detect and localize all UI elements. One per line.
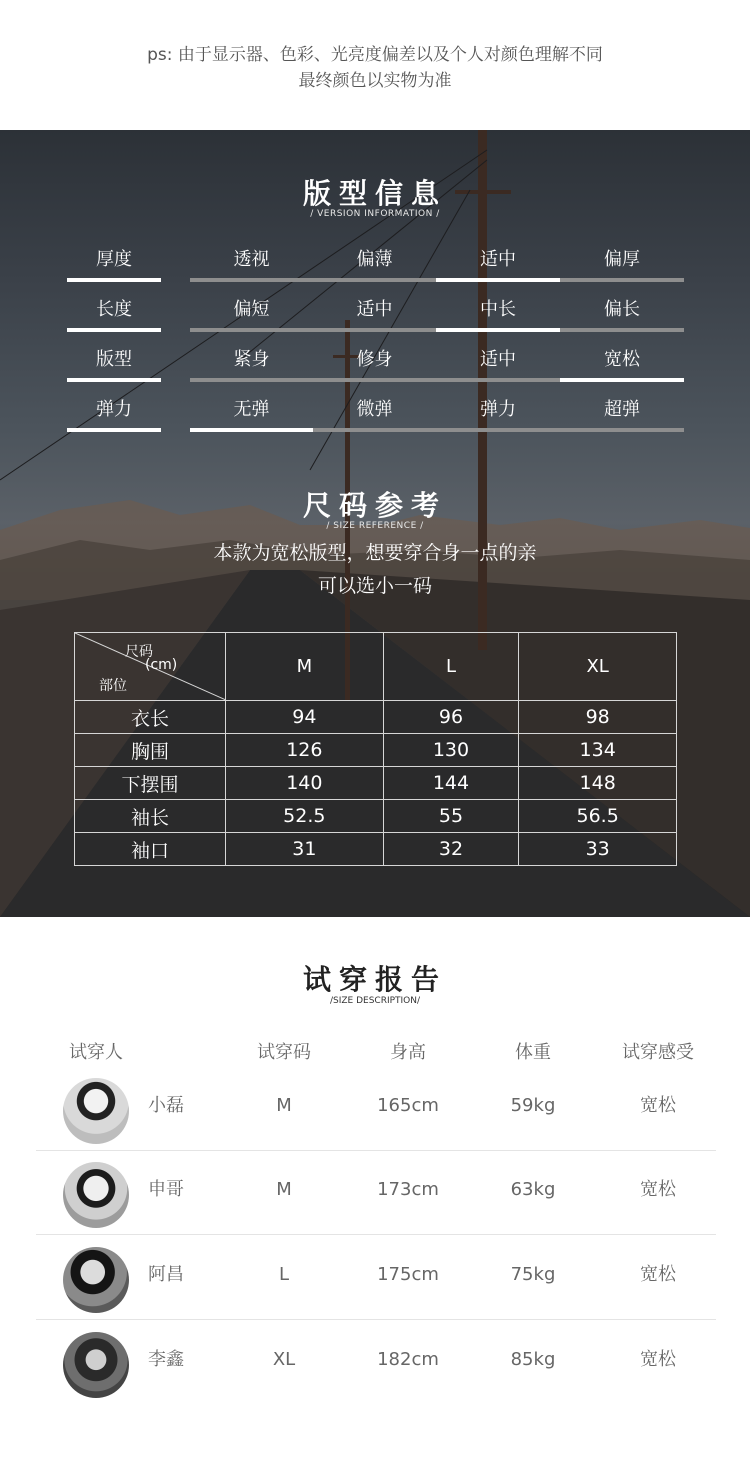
report-size-cell: XL bbox=[272, 1349, 296, 1370]
fit-option-bar bbox=[313, 278, 436, 282]
fit-row bbox=[0, 342, 750, 392]
fit-row-label: 长度 bbox=[96, 299, 132, 320]
fit-option: 微弹 bbox=[356, 399, 393, 420]
corner-part-label: 部位 bbox=[99, 678, 127, 694]
report-row bbox=[36, 1321, 716, 1405]
report-subtitle: /SIZE DESCRIPTION/ bbox=[329, 996, 421, 1006]
size-table-row bbox=[75, 734, 677, 767]
report-weight-cell: 75kg bbox=[510, 1264, 556, 1285]
fit-option: 适中 bbox=[480, 249, 516, 270]
report-header-tester: 试穿人 bbox=[69, 1042, 123, 1063]
fit-option: 偏短 bbox=[233, 299, 270, 320]
corner-size-label: 尺码 bbox=[125, 644, 153, 660]
report-size-cell: M bbox=[276, 1179, 292, 1200]
size-value-cell: 126 bbox=[226, 734, 384, 767]
corner-unit-label: (cm) bbox=[145, 657, 178, 673]
avatar bbox=[63, 1332, 129, 1398]
fit-option-selected-bar bbox=[560, 378, 684, 382]
report-feel-cell: 宽松 bbox=[640, 1095, 676, 1116]
size-header-l: L bbox=[383, 633, 519, 701]
size-subtitle: / SIZE REFERENCE / bbox=[326, 521, 424, 531]
fit-option-bar bbox=[190, 328, 313, 332]
fit-option-selected-bar bbox=[436, 278, 560, 282]
fit-option-bar bbox=[436, 378, 560, 382]
color-disclaimer bbox=[0, 42, 750, 94]
size-part-cell: 胸围 bbox=[75, 734, 226, 767]
fit-option: 无弹 bbox=[233, 399, 270, 420]
avatar bbox=[63, 1078, 129, 1144]
report-header-feel: 试穿感受 bbox=[622, 1042, 694, 1063]
report-feel-cell: 宽松 bbox=[640, 1264, 676, 1285]
size-part-cell: 袖口 bbox=[75, 833, 226, 866]
size-description-line-1: 本款为宽松版型，想要穿合身一点的亲 bbox=[213, 542, 537, 564]
fit-option-selected-bar bbox=[190, 428, 313, 432]
fit-option-bar bbox=[313, 328, 436, 332]
size-part-cell: 衣长 bbox=[75, 701, 226, 734]
version-title: 版型信息 bbox=[302, 177, 447, 210]
size-table-header bbox=[75, 633, 677, 701]
size-value-cell: 140 bbox=[226, 767, 384, 800]
fit-option: 偏薄 bbox=[356, 249, 393, 270]
report-feel-cell: 宽松 bbox=[640, 1349, 676, 1370]
report-weight-cell: 59kg bbox=[510, 1095, 556, 1116]
version-subtitle: / VERSION INFORMATION / bbox=[310, 209, 440, 219]
fit-option-bar bbox=[190, 278, 313, 282]
fit-option-bar bbox=[560, 278, 684, 282]
size-header-xl: XL bbox=[519, 633, 677, 701]
fit-option: 偏厚 bbox=[604, 249, 640, 270]
fit-label-underline bbox=[67, 328, 161, 332]
row-divider bbox=[36, 1234, 716, 1235]
size-value-cell: 94 bbox=[226, 701, 384, 734]
size-table-row bbox=[75, 800, 677, 833]
report-size-cell: M bbox=[276, 1095, 292, 1116]
report-header-height: 身高 bbox=[390, 1042, 426, 1063]
report-weight-cell: 85kg bbox=[510, 1349, 556, 1370]
size-title: 尺码参考 bbox=[302, 489, 447, 522]
report-name-cell: 阿昌 bbox=[148, 1264, 184, 1285]
size-value-cell: 134 bbox=[519, 734, 677, 767]
fit-option-bar bbox=[560, 328, 684, 332]
fit-row-label: 版型 bbox=[96, 349, 132, 370]
size-header-m: M bbox=[226, 633, 384, 701]
size-value-cell: 148 bbox=[519, 767, 677, 800]
size-value-cell: 98 bbox=[519, 701, 677, 734]
size-value-cell: 56.5 bbox=[519, 800, 677, 833]
disclaimer-line-1: ps: 由于显示器、色彩、光亮度偏差以及个人对颜色理解不同 bbox=[147, 45, 603, 65]
fit-option: 中长 bbox=[480, 299, 516, 320]
size-value-cell: 32 bbox=[383, 833, 519, 866]
size-table-row bbox=[75, 767, 677, 800]
fit-label-underline bbox=[67, 278, 161, 282]
report-name-cell: 小磊 bbox=[148, 1095, 184, 1116]
fit-option: 适中 bbox=[356, 299, 393, 320]
size-part-cell: 下摆围 bbox=[75, 767, 226, 800]
fit-option-bar bbox=[313, 428, 436, 432]
report-feel-cell: 宽松 bbox=[640, 1179, 676, 1200]
avatar bbox=[63, 1162, 129, 1228]
report-title: 试穿报告 bbox=[302, 963, 447, 996]
size-description-line-2: 可以选小一码 bbox=[317, 575, 432, 597]
report-weight-cell: 63kg bbox=[510, 1179, 556, 1200]
fit-row bbox=[0, 392, 750, 442]
size-value-cell: 31 bbox=[226, 833, 384, 866]
size-value-cell: 130 bbox=[383, 734, 519, 767]
avatar bbox=[63, 1247, 129, 1313]
report-row bbox=[36, 1067, 716, 1151]
fit-option: 超弹 bbox=[604, 399, 640, 420]
size-value-cell: 55 bbox=[383, 800, 519, 833]
fit-row bbox=[0, 292, 750, 342]
size-value-cell: 33 bbox=[519, 833, 677, 866]
report-row bbox=[36, 1236, 716, 1320]
report-header-weight: 体重 bbox=[515, 1042, 551, 1063]
report-height-cell: 173cm bbox=[377, 1179, 439, 1200]
size-value-cell: 96 bbox=[383, 701, 519, 734]
size-value-cell: 52.5 bbox=[226, 800, 384, 833]
report-name-cell: 申哥 bbox=[148, 1179, 184, 1200]
info-hero-panel bbox=[0, 130, 750, 917]
size-table-row bbox=[75, 701, 677, 734]
size-value-cell: 144 bbox=[383, 767, 519, 800]
report-name-cell: 李鑫 bbox=[148, 1349, 184, 1370]
fit-option-bar bbox=[436, 428, 560, 432]
size-table-row bbox=[75, 833, 677, 866]
report-height-cell: 175cm bbox=[377, 1264, 439, 1285]
fit-option: 透视 bbox=[233, 249, 270, 270]
size-part-cell: 袖长 bbox=[75, 800, 226, 833]
report-height-cell: 165cm bbox=[377, 1095, 439, 1116]
size-corner-cell bbox=[75, 633, 226, 701]
report-height-cell: 182cm bbox=[377, 1349, 439, 1370]
fit-option: 弹力 bbox=[480, 399, 516, 420]
fit-row-label: 厚度 bbox=[96, 249, 132, 270]
fit-label-underline bbox=[67, 378, 161, 382]
size-table bbox=[74, 632, 677, 866]
fit-option-bar bbox=[313, 378, 436, 382]
report-row bbox=[36, 1151, 716, 1235]
size-description bbox=[0, 537, 750, 603]
row-divider bbox=[36, 1319, 716, 1320]
fit-option: 修身 bbox=[356, 349, 393, 370]
fit-option: 紧身 bbox=[233, 349, 270, 370]
fit-option: 适中 bbox=[480, 349, 516, 370]
report-size-cell: L bbox=[278, 1264, 290, 1285]
disclaimer-line-2: 最终颜色以实物为准 bbox=[298, 71, 452, 91]
fit-row-label: 弹力 bbox=[96, 399, 132, 420]
fit-option-bar bbox=[190, 378, 313, 382]
fit-label-underline bbox=[67, 428, 161, 432]
fit-option-bar bbox=[560, 428, 684, 432]
fit-option: 宽松 bbox=[604, 349, 640, 370]
fit-option-selected-bar bbox=[436, 328, 560, 332]
report-header-size: 试穿码 bbox=[257, 1042, 311, 1063]
fit-option: 偏长 bbox=[604, 299, 640, 320]
fit-row bbox=[0, 242, 750, 292]
